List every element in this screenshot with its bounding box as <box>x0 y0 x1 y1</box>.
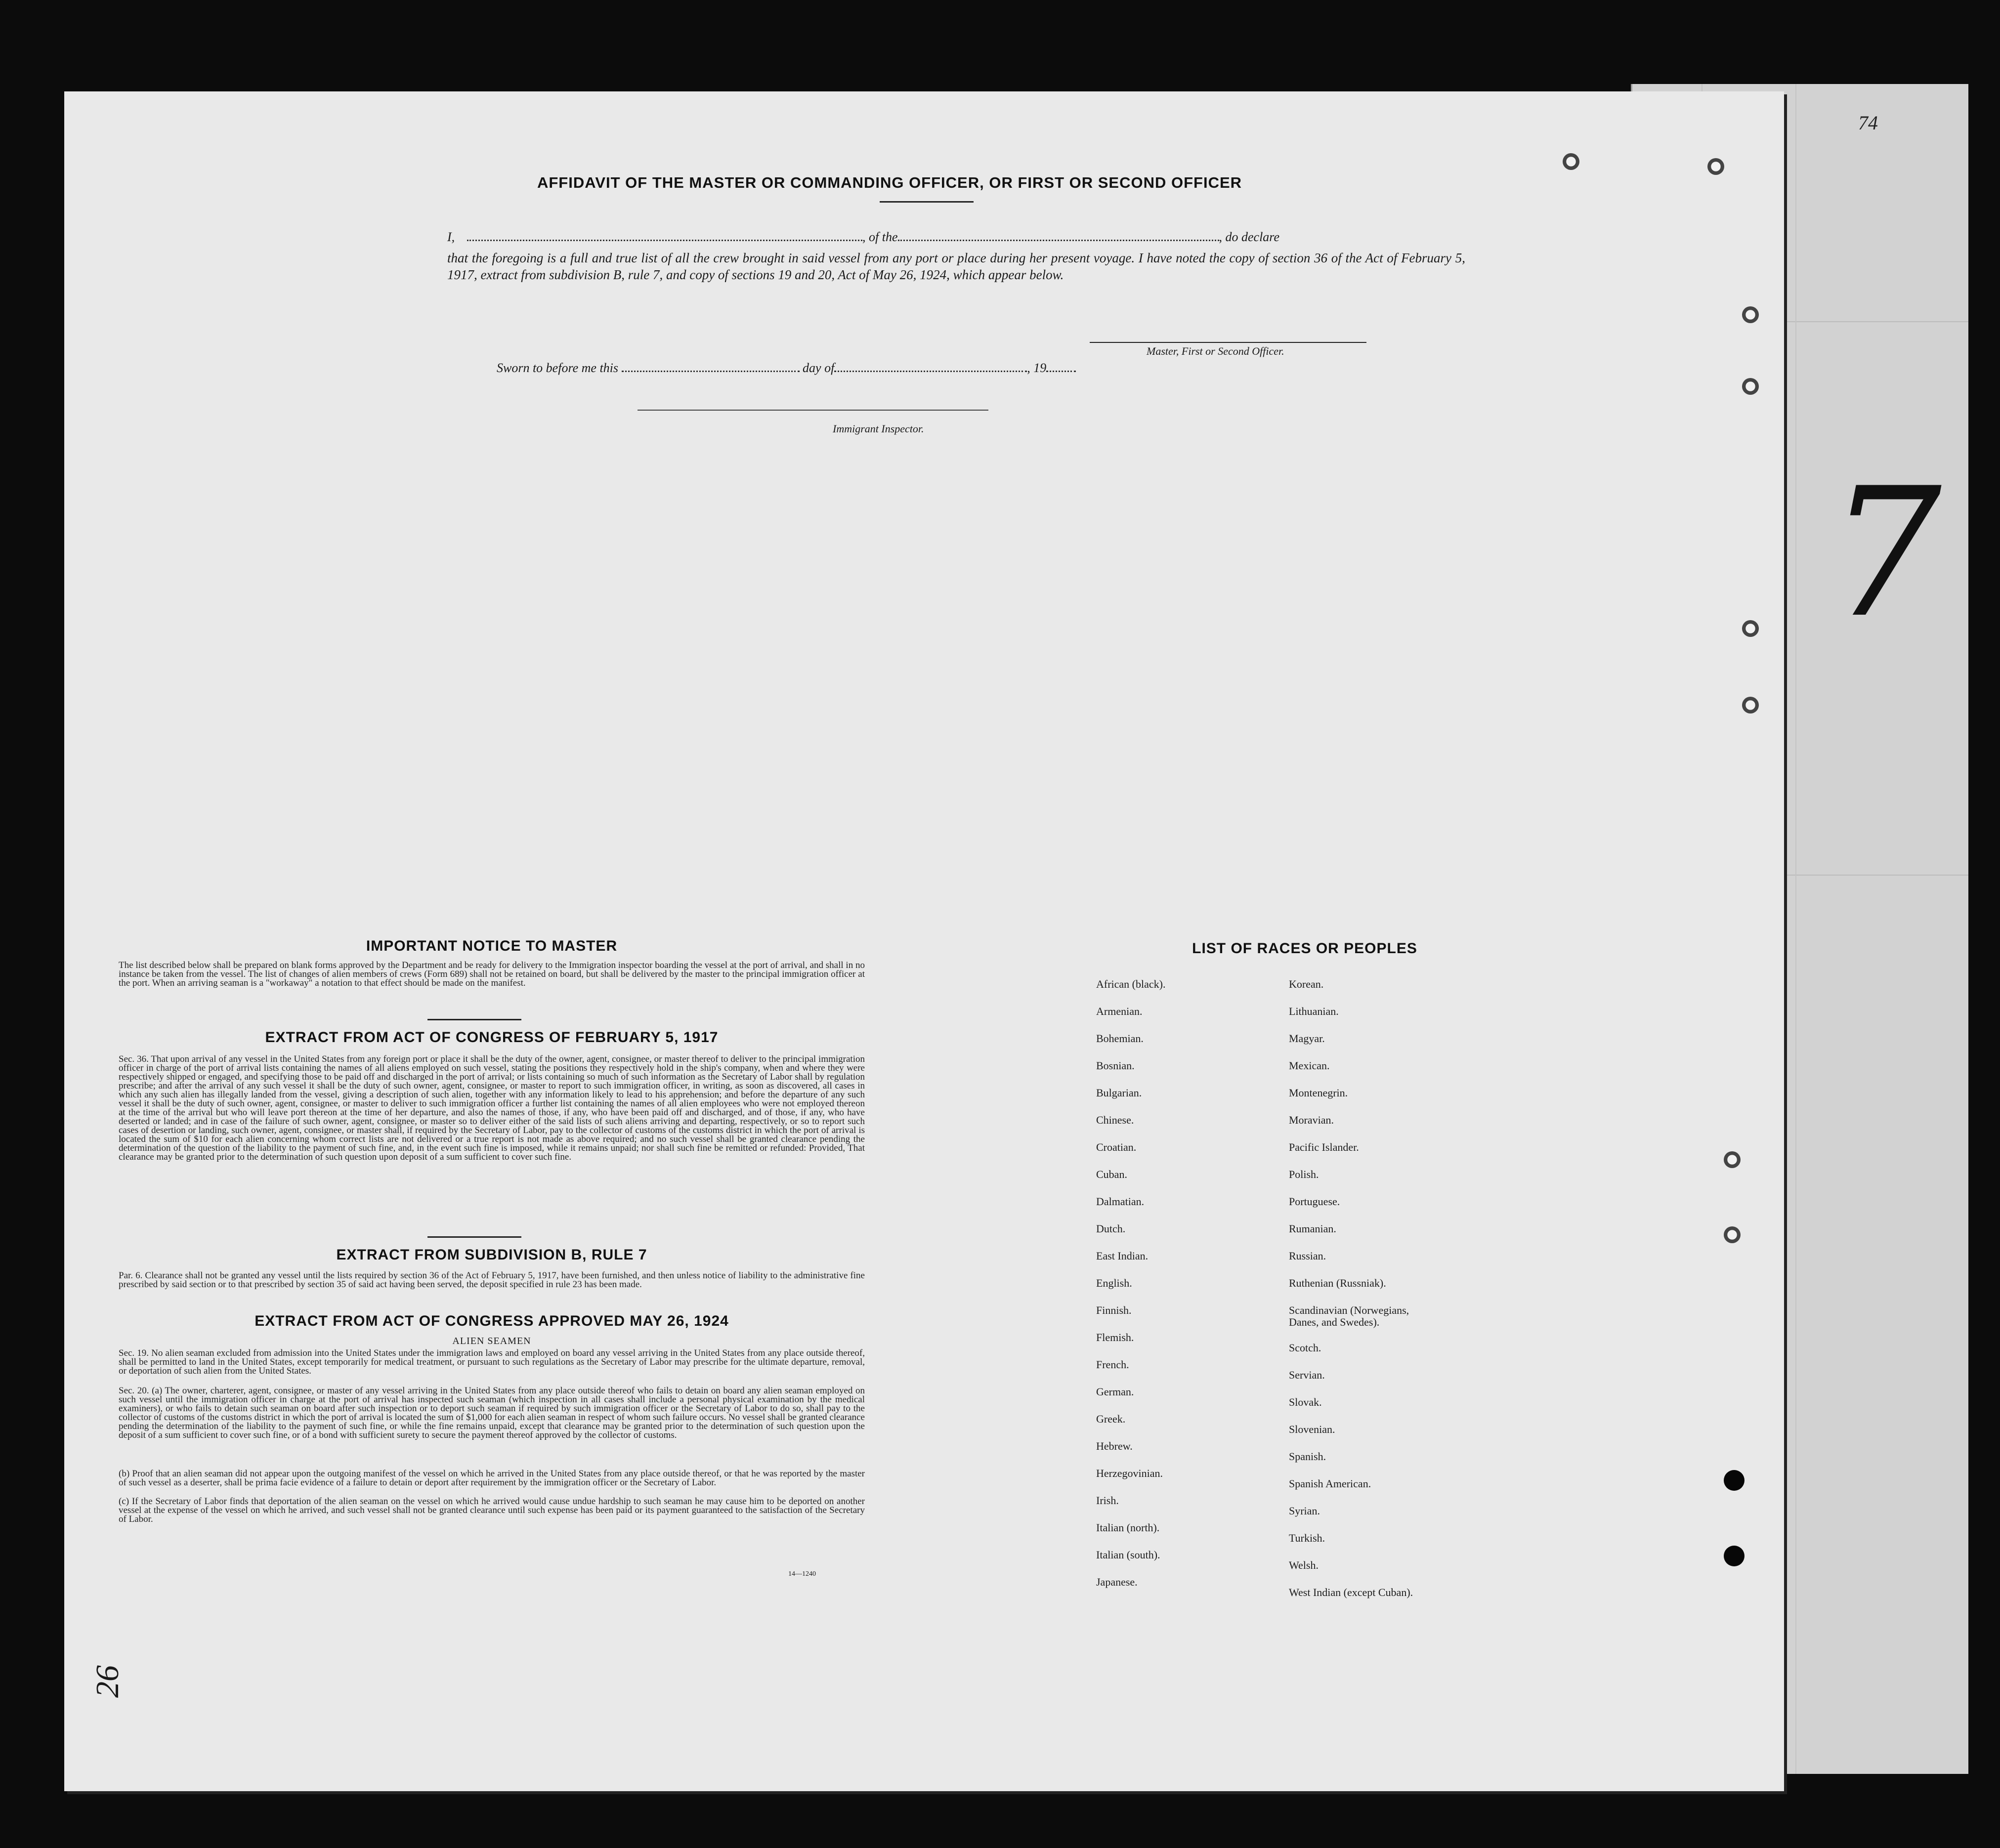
race-entry: Scandinavian (Norwegians, Danes, and Swedes). <box>1289 1304 1409 1328</box>
extract-1917-title: EXTRACT FROM ACT OF CONGRESS OF FEBRUARY 5, 1917 <box>265 1029 719 1046</box>
race-entry: Dalmatian. <box>1096 1195 1145 1208</box>
race-entry: Bulgarian. <box>1096 1087 1142 1099</box>
race-entry: Bosnian. <box>1096 1059 1135 1072</box>
race-entry: Hebrew. <box>1096 1440 1133 1452</box>
sworn-day-field[interactable] <box>622 371 800 372</box>
handwritten-corner-note: 74 <box>1858 112 1878 134</box>
sworn-label: Sworn to before me this <box>497 361 619 375</box>
race-entry: Rumanian. <box>1289 1222 1336 1235</box>
race-entry: Scotch. <box>1289 1342 1321 1354</box>
sec-20c-body: (c) If the Secretary of Labor finds that deportation of the alien seaman on the vessel on which he arrived would cause undue hardship to such seaman he may cause him to be deported on another vessel at the expense of the vessel on which he arrived, and such vessel shall not be granted clearance until such expense has been paid or its payment guaranteed to the satisfaction of the Secretary of Labor. <box>119 1496 865 1524</box>
race-entry: Spanish. <box>1289 1450 1326 1463</box>
section-rule <box>427 1236 521 1238</box>
race-entry: Japanese. <box>1096 1576 1138 1588</box>
sworn-month-field[interactable] <box>834 371 1027 372</box>
handwritten-number: 7 <box>1829 450 1942 657</box>
race-entry: Syrian. <box>1289 1505 1320 1517</box>
extract-rule7-title: EXTRACT FROM SUBDIVISION B, RULE 7 <box>336 1247 647 1263</box>
race-entry: Cuban. <box>1096 1168 1127 1180</box>
races-title: LIST OF RACES OR PEOPLES <box>1192 940 1417 957</box>
sworn-line <box>497 361 1076 376</box>
inspector-label: Immigrant Inspector. <box>833 422 924 435</box>
race-entry: Herzegovinian. <box>1096 1467 1163 1479</box>
race-entry: Bohemian. <box>1096 1032 1144 1045</box>
extract-1924-subtitle: ALIEN SEAMEN <box>452 1336 531 1346</box>
bleed-through <box>410 180 421 201</box>
punch-hole <box>1707 158 1724 175</box>
race-entry: Pacific Islander. <box>1289 1141 1359 1153</box>
race-entry: Turkish. <box>1289 1532 1325 1544</box>
inspector-signature-line[interactable] <box>638 410 988 411</box>
race-entry: Korean. <box>1289 978 1324 990</box>
race-entry: East Indian. <box>1096 1250 1149 1262</box>
race-entry: Magyar. <box>1289 1032 1325 1045</box>
form-number: 14—1240 <box>788 1570 816 1578</box>
of-the-label: , of the <box>862 230 898 244</box>
race-entry: Servian. <box>1289 1369 1325 1381</box>
race-entry: English. <box>1096 1277 1132 1289</box>
extract-1917-body: Sec. 36. That upon arrival of any vessel in the United States from any foreign port or place it shall be the duty of the owner, agent, consignee, or master thereof to deliver to the principal immigration officer in charge of the port of arrival lists containing the names of all aliens employed on such vessel, stating the positions they respectively hold in the ship's company, when and where they were respectively shipped or engaged, and specifying those to be paid off and discharged in the port of arrival; or lists containing so much of such information as the Secretary of Labor shall by regulation prescribe; and after the arrival of any such vessel it shall be the duty of such owner, agent, consignee, or master to report to such immigration officer, in writing, as soon as discovered, all cases in which any such alien has illegally landed from the vessel, giving a description of such alien, together with any information likely to lead to his apprehension; and before the departure of any such vessel it shall be the duty of such owner, agent, consignee, or master to deliver to such immigration officer a further list containing the names of all alien employees who were not employed thereon at the time of the arrival but who will leave port thereon at the time of her departure, and also the names of those, if any, who have been paid off and discharged, and of those, if any, who have deserted or landed; and in case of the failure of such owner, agent, consignee, or master so to deliver either of the said lists of such aliens arriving and departing, respectively, or so to report such cases of desertion or landing, such owner, agent, consignee, or master shall, if required by the Secretary of Labor, pay to the collector of customs of the customs district in which the port of arrival is located the sum of $10 for each alien concerning whom correct lists are not delivered or a true report is not made as above required; and no such vessel shall be granted clearance pending the determination of the question of the liability to the payment of such fine, and, in the event such fine is imposed, while it remains unpaid; nor shall such fine be remitted or refunded: Provided, That clearance may be granted prior to the determination of such question upon deposit of a sum sufficient to cover such fine. <box>119 1054 865 1162</box>
sec-19-body: Sec. 19. No alien seaman excluded from admission into the United States under the immigration laws and employed on board any vessel arriving in the United States from any place outside thereof, shall be permitted to land in the United States, except temporarily for medical treatment, or pursuant to such regulations as the Secretary of Labor may prescribe for the ultimate departure, removal, or deportation of such alien from the United States. <box>119 1348 865 1376</box>
race-entry: Lithuanian. <box>1289 1005 1339 1017</box>
signature-line[interactable] <box>1090 342 1366 343</box>
punch-hole <box>1724 1226 1741 1243</box>
race-entry: Dutch. <box>1096 1222 1126 1235</box>
race-entry: African (black). <box>1096 978 1166 990</box>
race-entry: Chinese. <box>1096 1114 1134 1126</box>
punch-hole <box>1742 697 1759 714</box>
race-entry: Flemish. <box>1096 1331 1134 1344</box>
extract-1924-title: EXTRACT FROM ACT OF CONGRESS APPROVED MAY 26, 1924 <box>255 1313 729 1329</box>
race-entry: Mexican. <box>1289 1059 1330 1072</box>
title-rule <box>880 201 974 203</box>
race-entry: Finnish. <box>1096 1304 1132 1316</box>
race-entry: Welsh. <box>1289 1559 1319 1571</box>
race-entry: Irish. <box>1096 1494 1119 1507</box>
race-entry: Italian (south). <box>1096 1549 1160 1561</box>
affidavit-body: that the foregoing is a full and true list of all the crew brought in said vessel from any port or place during her present voyage. I have noted the copy of section 36 of the Act of February 5, 1917, extract from subdivision B, rule 7, and copy of sections 19 and 20, Act of May 26, 1924, which appear below. <box>447 251 1465 282</box>
punch-hole <box>1742 306 1759 323</box>
race-entry: Polish. <box>1289 1168 1319 1180</box>
affidavit-declaration-line <box>447 230 1465 245</box>
race-entry: Russian. <box>1289 1250 1326 1262</box>
sheet-rule <box>1795 84 1796 1774</box>
do-declare-label: , do declare <box>1219 230 1279 244</box>
race-entry: Slovak. <box>1289 1396 1322 1408</box>
punch-hole <box>1724 1470 1745 1491</box>
vessel-name-field[interactable] <box>898 240 1219 241</box>
punch-hole <box>1563 153 1579 170</box>
affidavit-title: AFFIDAVIT OF THE MASTER OR COMMANDING OFFICER, OR FIRST OR SECOND OFFICER <box>537 174 1242 191</box>
race-entry: Montenegrin. <box>1289 1087 1348 1099</box>
day-of-label: day of <box>803 361 835 375</box>
i-label: I, <box>447 230 455 244</box>
sworn-year-field[interactable] <box>1046 371 1076 372</box>
race-entry: Greek. <box>1096 1413 1126 1425</box>
race-entry: Portuguese. <box>1289 1195 1340 1208</box>
extract-rule7-body: Par. 6. Clearance shall not be granted any vessel until the lists required by section 36 of the Act of February 5, 1917, have been furnished, and then unless notice of liability to the administrative fine prescribed by said section or to that prescribed by section 35 of said act having been served, the deposit specified in rule 23 has been made. <box>119 1270 865 1290</box>
race-entry: Italian (north). <box>1096 1521 1160 1534</box>
race-entry: French. <box>1096 1358 1129 1371</box>
manifest-page <box>64 91 1784 1791</box>
race-entry: Croatian. <box>1096 1141 1137 1153</box>
punch-hole <box>1742 620 1759 637</box>
signature-label: Master, First or Second Officer. <box>1147 345 1284 357</box>
punch-hole <box>1742 378 1759 395</box>
notice-body: The list described below shall be prepared on blank forms approved by the Department and be ready for delivery to the Immigration inspector boarding the vessel at the port of arrival, and shall in no instance be taken from the vessel. The list of changes of alien members of crews (Form 689) shall not be retained on board, but shall be delivered by the master to the principal immigration officer at the port. When an arriving seaman is a "workaway" a notation to that effect should be made on the manifest. <box>119 960 865 988</box>
race-entry: Armenian. <box>1096 1005 1143 1017</box>
race-entry: Slovenian. <box>1289 1423 1335 1435</box>
punch-hole <box>1724 1546 1745 1566</box>
section-rule <box>427 1019 521 1020</box>
race-entry: Ruthenian (Russniak). <box>1289 1277 1386 1289</box>
handwritten-margin-note: 26 <box>89 1665 126 1698</box>
race-entry: Spanish American. <box>1289 1477 1371 1490</box>
punch-hole <box>1724 1151 1741 1168</box>
notice-title: IMPORTANT NOTICE TO MASTER <box>366 938 618 954</box>
sec-20a-body: Sec. 20. (a) The owner, charterer, agent, consignee, or master of any vessel arriving in the United States from any place outside thereof who fails to detain on board any alien seaman employed on such vessel until the immigration officer in charge at the port of arrival has inspected such seaman (which inspection in all cases shall include a personal physical examination by the medical examiners), or who fails to detain such seaman on board after such inspection or to deport such seaman if required by such immigration officer or the Secretary of Labor to do so, shall pay to the collector of customs of the customs district in which the port of arrival is located the sum of $1,000 for each alien seaman in respect of whom such failure occurs. No vessel shall be granted clearance pending the determination of the liability to the payment of such fine, or while the fine remains unpaid, except that clearance may be granted prior to the determination of such question upon the deposit of a sum sufficient to cover such fine, or of a bond with sufficient surety to secure the payment thereof approved by the collector of customs. <box>119 1386 865 1440</box>
race-entry: German. <box>1096 1386 1134 1398</box>
year-prefix-label: , 19 <box>1027 361 1047 375</box>
race-entry: West Indian (except Cuban). <box>1289 1586 1413 1598</box>
sec-20b-body: (b) Proof that an alien seaman did not appear upon the outgoing manifest of the vessel on which he arrived in the United States from any place outside thereof, or that he was reported by the master of such vessel as a deserter, shall be prima facie evidence of a failure to detain or deport after requirement by the immigration officer or the Secretary of Labor. <box>119 1469 865 1488</box>
officer-name-field[interactable] <box>467 240 862 241</box>
race-entry: Moravian. <box>1289 1114 1334 1126</box>
